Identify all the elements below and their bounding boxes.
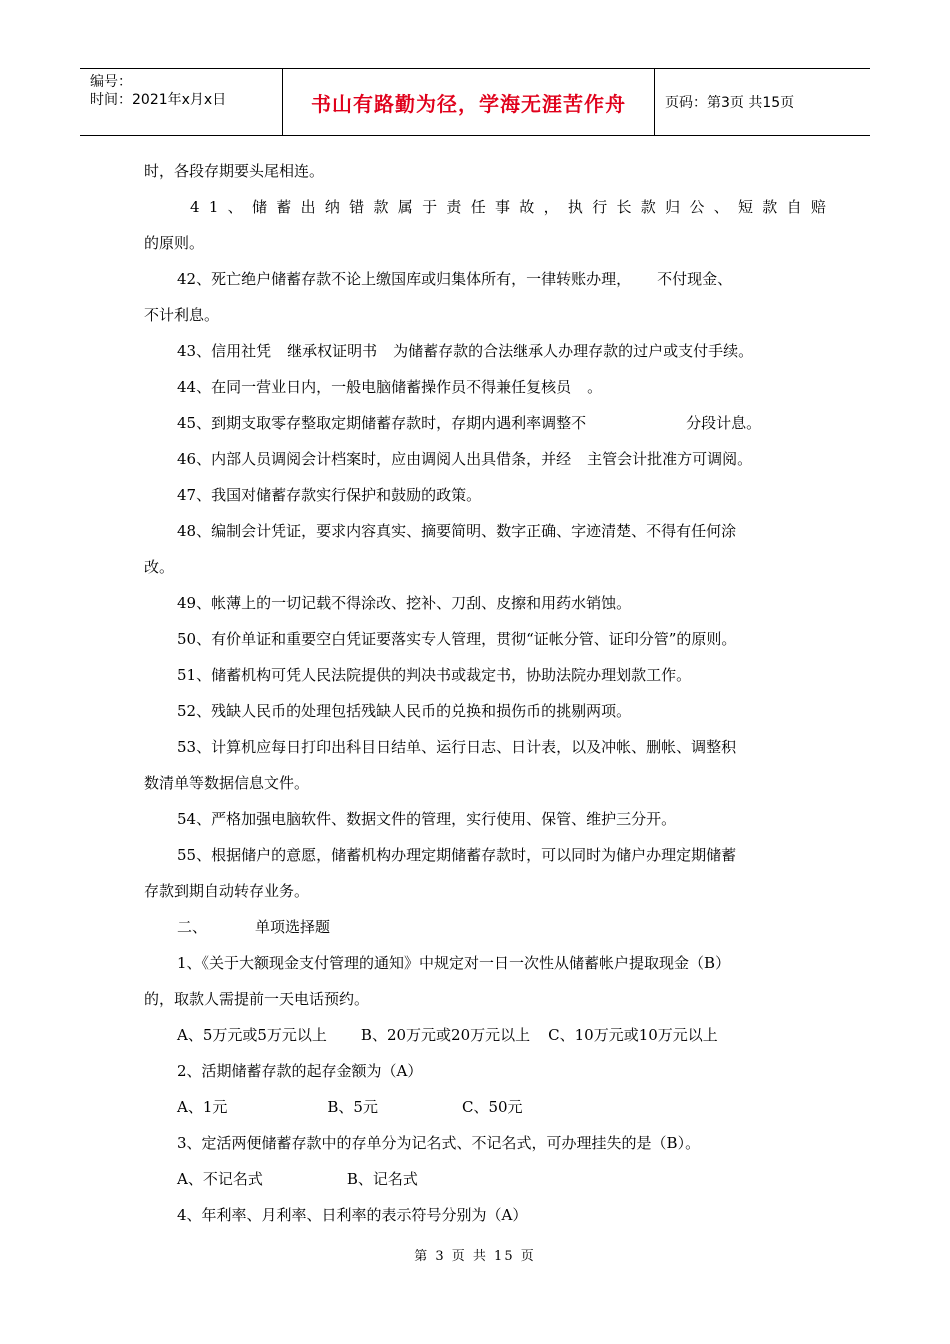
header-info [80, 69, 283, 135]
text-line: 51、储蓄机构可凭人民法院提供的判决书或裁定书，协助法院办理划款工作。 [177, 666, 692, 684]
text-line: 数清单等数据信息文件。 [144, 774, 310, 792]
text-line: 49、帐薄上的一切记载不得涂改、挖补、刀刮、皮擦和用药水销蚀。 [177, 594, 632, 612]
text-line: 3、定活两便储蓄存款中的存单分为记名式、不记名式，可办理挂失的是（B）。 [177, 1134, 701, 1152]
text-line: 2、活期储蓄存款的起存金额为（A） [177, 1062, 423, 1080]
text-line: 时，各段存期要头尾相连。 [144, 162, 325, 180]
text-line: 不计利息。 [144, 306, 220, 324]
text-line: 的原则。 [144, 234, 205, 252]
page-header [80, 68, 870, 136]
text-line: 44、在同一营业日内，一般电脑储蓄操作员不得兼任复核员 。 [177, 378, 603, 396]
text-line: 41、储蓄出纳错款属于责任事故，执行长款归公、短款自赔 [190, 198, 836, 216]
text-line: 50、有价单证和重要空白凭证要落实专人管理，贯彻“证帐分管、证印分管”的原则。 [177, 630, 737, 648]
option-line: A、5万元或5万元以上 B、20万元或20万元以上 C、10万元或10万元以上 [177, 1026, 718, 1044]
option-line: A、不记名式 B、记名式 [177, 1170, 418, 1188]
time-label: 时间：2021年x月x日 [90, 92, 227, 108]
text-line: 1、《关于大额现金支付管理的通知》中规定对一日一次性从储蓄帐户提取现金（B） [177, 954, 731, 972]
page-footer: 第 3 页 共 15 页 [414, 1249, 536, 1264]
header-page-code: 页码：第3页 共15页 [665, 95, 795, 111]
text-line: 4、年利率、月利率、日利率的表示符号分别为（A） [177, 1206, 528, 1224]
text-line: 45、到期支取零存整取定期储蓄存款时，存期内遇利率调整不 分段计息。 [177, 414, 762, 432]
text-line: 改。 [144, 558, 175, 576]
text-line: 的，取款人需提前一天电话预约。 [144, 990, 370, 1008]
option-line: A、1元 B、5元 C、50元 [177, 1098, 523, 1116]
text-line: 47、我国对储蓄存款实行保护和鼓励的政策。 [177, 486, 482, 504]
text-line: 55、根据储户的意愿，储蓄机构办理定期储蓄存款时，可以同时为储户办理定期储蓄 [177, 846, 737, 864]
text-line: 46、内部人员调阅会计档案时，应由调阅人出具借条，并经 主管会计批准方可调阅。 [177, 450, 753, 468]
text-line: 48、编制会计凭证，要求内容真实、摘要简明、数字正确、字迹清楚、不得有任何涂 [177, 522, 737, 540]
text-line: 42、死亡绝户储蓄存款不论上缴国库或归集体所有，一律转账办理， 不付现金、 [177, 270, 733, 288]
number-label: 编号： [90, 74, 132, 90]
text-line: 54、严格加强电脑软件、数据文件的管理，实行使用、保管、维护三分开。 [177, 810, 677, 828]
text-line: 存款到期自动转存业务。 [144, 882, 310, 900]
section-heading: 二、 单项选择题 [177, 918, 331, 936]
header-motto: 书山有路勤为径，学海无涯苦作舟 [283, 69, 655, 135]
text-line: 43、信用社凭 继承权证明书 为储蓄存款的合法继承人办理存款的过户或支付手续。 [177, 342, 754, 360]
text-line: 53、计算机应每日打印出科目日结单、运行日志、日计表，以及冲帐、删帐、调整积 [177, 738, 737, 756]
text-line: 52、残缺人民币的处理包括残缺人民币的兑换和损伤币的挑剔两项。 [177, 702, 632, 720]
document-body [144, 153, 836, 1233]
